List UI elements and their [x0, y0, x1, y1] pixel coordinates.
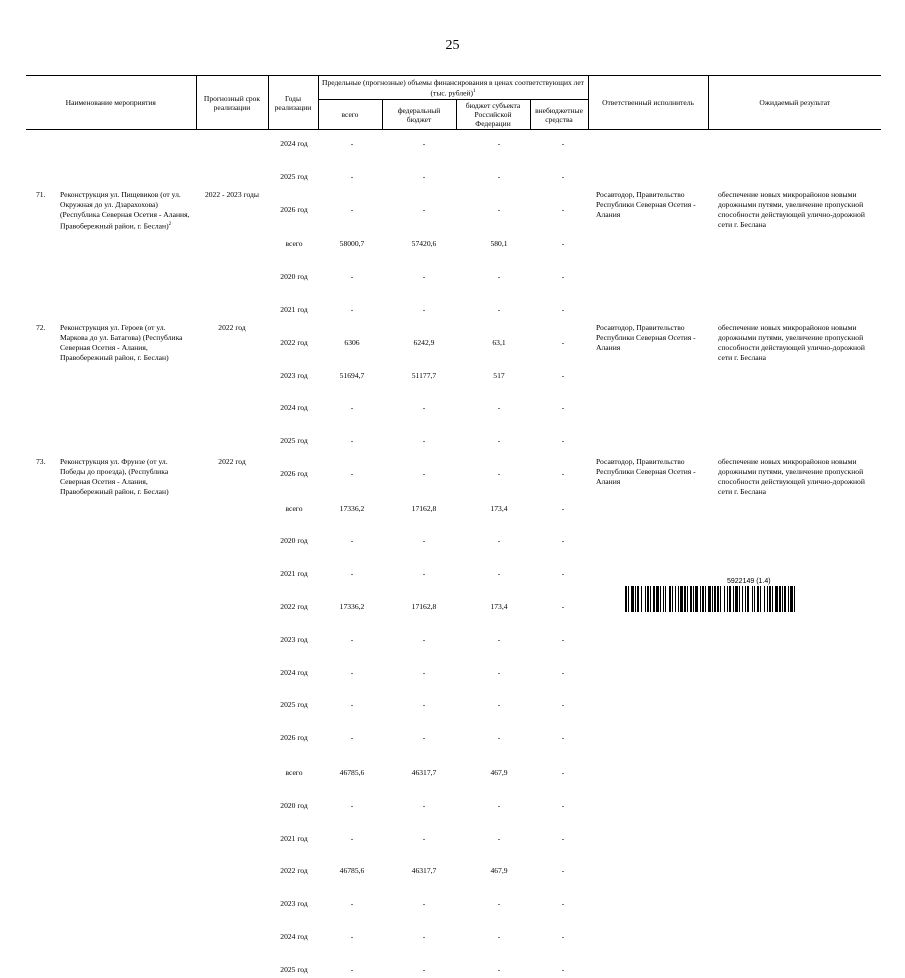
year-cell: 2023 год: [280, 634, 308, 644]
table-row: [26, 400, 881, 416]
offbudget-cell: -: [561, 436, 565, 446]
item-number: 73.: [36, 456, 46, 466]
federal-cell: -: [422, 964, 426, 974]
offbudget-cell: -: [561, 964, 565, 974]
federal-cell: 6242,9: [413, 337, 435, 347]
total-cell: -: [350, 800, 354, 810]
offbudget-cell: -: [561, 569, 565, 579]
federal-cell: -: [422, 931, 426, 941]
barcode: [625, 586, 880, 612]
federal-cell: -: [422, 272, 426, 282]
total-cell: 46785,6: [339, 768, 365, 778]
total-cell: -: [350, 833, 354, 843]
table-row: [26, 136, 881, 152]
year-cell: 2021 год: [280, 569, 308, 579]
federal-cell: -: [422, 833, 426, 843]
table-row: [26, 765, 881, 781]
federal-cell: -: [422, 634, 426, 644]
col-total-header: всего: [318, 100, 382, 130]
col-responsible-header: Ответственный исполнитель: [588, 76, 708, 130]
federal-cell: -: [422, 403, 426, 413]
offbudget-cell: -: [561, 370, 565, 380]
table-row: [26, 896, 881, 912]
table-header: [26, 75, 881, 130]
col-funding-header: Предельные (прогнозные) объемы финансирования в ценах соответствующих лет (тыс. рублей)$^1$: [318, 76, 588, 100]
offbudget-cell: -: [561, 171, 565, 181]
federal-cell: -: [422, 536, 426, 546]
subject-cell: -: [497, 634, 501, 644]
item-term: 2022 год: [218, 323, 246, 333]
year-cell: 2020 год: [280, 272, 308, 282]
subject-cell: -: [497, 536, 501, 546]
col-result-header: Ожидаемый результат: [708, 76, 881, 130]
total-cell: 6306: [344, 337, 360, 347]
year-cell: 2024 год: [280, 931, 308, 941]
federal-cell: -: [422, 800, 426, 810]
year-cell: всего: [285, 239, 303, 249]
total-cell: -: [350, 964, 354, 974]
federal-cell: 51177,7: [411, 370, 437, 380]
subject-cell: 173,4: [490, 602, 508, 612]
year-cell: 2022 год: [280, 337, 308, 347]
subject-cell: 580,1: [490, 239, 508, 249]
page-number: 25: [445, 38, 460, 53]
federal-cell: 46317,7: [411, 866, 437, 876]
subject-cell: -: [497, 667, 501, 677]
year-cell: 2025 год: [280, 171, 308, 181]
item-name: Реконструкция ул. Героев (от ул. Маркова до ул. Батагова) (Республика Северная Осетия - Алания, Правобережный район, г. Беслан): [60, 323, 183, 363]
subject-cell: -: [497, 569, 501, 579]
table-row: [26, 697, 881, 713]
federal-cell: -: [422, 667, 426, 677]
year-cell: 2023 год: [280, 899, 308, 909]
year-cell: 2022 год: [280, 866, 308, 876]
offbudget-cell: -: [561, 403, 565, 413]
federal-cell: -: [422, 468, 426, 478]
total-cell: 46785,6: [339, 866, 365, 876]
table-row: [26, 368, 881, 384]
federal-cell: -: [422, 700, 426, 710]
table-row: [26, 863, 881, 879]
total-cell: -: [350, 436, 354, 446]
table-row: [26, 433, 881, 449]
footnote-mark: 2: [168, 222, 172, 228]
table-row: [26, 533, 881, 549]
year-cell: 2021 год: [280, 833, 308, 843]
year-cell: 2024 год: [280, 139, 308, 148]
offbudget-cell: -: [561, 139, 565, 148]
offbudget-cell: -: [561, 700, 565, 710]
col-subject-header: бюджет субъекта Российской Федерации: [456, 100, 530, 130]
item-responsible: Росавтодор, Правительство Республики Северная Осетия - Алания: [596, 323, 696, 353]
total-cell: -: [350, 931, 354, 941]
total-cell: -: [350, 899, 354, 909]
subject-cell: -: [497, 403, 501, 413]
federal-cell: -: [422, 139, 426, 148]
table-row: [26, 962, 881, 978]
table-row: [26, 665, 881, 681]
table-row: [26, 798, 881, 814]
subject-cell: -: [497, 204, 501, 214]
year-cell: 2021 год: [280, 304, 308, 314]
subject-cell: -: [497, 436, 501, 446]
col-name-header: Наименование мероприятия: [26, 76, 196, 130]
total-cell: -: [350, 468, 354, 478]
total-cell: -: [350, 634, 354, 644]
item-term: 2022 - 2023 годы: [204, 190, 260, 200]
total-cell: -: [350, 403, 354, 413]
col-federal-header: федеральный бюджет: [382, 100, 456, 130]
subject-cell: -: [497, 733, 501, 743]
federal-cell: -: [422, 899, 426, 909]
item-responsible: Росавтодор, Правительство Республики Северная Осетия - Алания: [596, 190, 696, 220]
total-cell: -: [350, 700, 354, 710]
year-cell: 2025 год: [280, 436, 308, 446]
item-term: 2022 год: [218, 456, 246, 466]
total-cell: 58000,7: [339, 239, 365, 249]
item-name: Реконструкция ул. Фрунзе (от ул. Победы до проезда), (Республика Северная Осетия - Алания, Правобережный район, г. Беслан): [60, 456, 169, 496]
item-responsible: Росавтодор, Правительство Республики Северная Осетия - Алания: [596, 456, 696, 486]
subject-cell: -: [497, 964, 501, 974]
table-row: [26, 169, 881, 185]
federal-cell: -: [422, 569, 426, 579]
subject-cell: 63,1: [492, 337, 506, 347]
subject-cell: -: [497, 931, 501, 941]
total-cell: -: [350, 304, 354, 314]
year-cell: 2026 год: [280, 204, 308, 214]
year-cell: 2025 год: [280, 964, 308, 974]
total-cell: -: [350, 204, 354, 214]
year-cell: 2023 год: [280, 370, 308, 380]
offbudget-cell: -: [561, 272, 565, 282]
year-cell: всего: [285, 503, 303, 513]
table-row: [26, 831, 881, 847]
offbudget-cell: -: [561, 602, 565, 612]
year-cell: 2024 год: [280, 667, 308, 677]
item-result: обеспечение новых микрорайонов новыми дорожными путями, увеличение пропускной способности действующей улично-дорожной сети г. Беслана: [718, 456, 865, 496]
table-row: [26, 929, 881, 945]
col-years-header: Годы реализации: [268, 76, 318, 130]
offbudget-cell: -: [561, 536, 565, 546]
total-cell: -: [350, 569, 354, 579]
table-row: [26, 501, 881, 517]
year-cell: 2022 год: [280, 602, 308, 612]
federal-cell: -: [422, 204, 426, 214]
year-cell: 2026 год: [280, 733, 308, 743]
subject-cell: 467,9: [490, 866, 508, 876]
item-result: обеспечение новых микрорайонов новыми дорожными путями, увеличение пропускной способности действующей улично-дорожной сети г. Беслана: [718, 323, 865, 363]
subject-cell: -: [497, 304, 501, 314]
offbudget-cell: -: [561, 733, 565, 743]
item-number: 72.: [36, 323, 46, 333]
subject-cell: -: [497, 272, 501, 282]
offbudget-cell: -: [561, 503, 565, 513]
federal-cell: -: [422, 171, 426, 181]
federal-cell: 17162,8: [411, 602, 437, 612]
table-row: [26, 269, 881, 285]
subject-cell: -: [497, 700, 501, 710]
offbudget-cell: -: [561, 337, 565, 347]
subject-cell: 467,9: [490, 768, 508, 778]
year-cell: 2020 год: [280, 800, 308, 810]
offbudget-cell: -: [561, 634, 565, 644]
total-cell: -: [350, 139, 354, 148]
funding-footnote: 1: [472, 88, 476, 94]
total-cell: 17336,2: [339, 503, 365, 513]
offbudget-cell: -: [561, 239, 565, 249]
federal-cell: -: [422, 436, 426, 446]
federal-cell: 17162,8: [411, 503, 437, 513]
subject-cell: -: [497, 171, 501, 181]
offbudget-cell: -: [561, 304, 565, 314]
total-cell: -: [350, 733, 354, 743]
offbudget-cell: -: [561, 833, 565, 843]
table-row: [26, 302, 881, 318]
year-cell: всего: [285, 768, 303, 778]
subject-cell: 517: [493, 370, 505, 380]
year-cell: 2020 год: [280, 536, 308, 546]
year-cell: 2026 год: [280, 468, 308, 478]
total-cell: 17336,2: [339, 602, 365, 612]
total-cell: -: [350, 272, 354, 282]
total-cell: -: [350, 667, 354, 677]
total-cell: -: [350, 536, 354, 546]
federal-cell: -: [422, 733, 426, 743]
offbudget-cell: -: [561, 866, 565, 876]
item-name: Реконструкция ул. Пищевиков (от ул. Окружная до ул. Дзарахохова) (Республика Северная Осетия - Алания, Правобережный район, г. Беслан)$^2$: [60, 190, 190, 231]
col-offbudget-header: внебюджетные средства: [530, 100, 588, 130]
offbudget-cell: -: [561, 768, 565, 778]
item-number: 71.: [36, 190, 46, 200]
table-row: [26, 730, 881, 746]
offbudget-cell: -: [561, 899, 565, 909]
col-term-header: Прогнозный срок реализации: [196, 76, 268, 130]
table-row: [26, 632, 881, 648]
item-result: обеспечение новых микрорайонов новыми дорожными путями, увеличение пропускной способности действующей улично-дорожной сети г. Беслана: [718, 190, 865, 230]
subject-cell: -: [497, 800, 501, 810]
federal-cell: 57420,6: [411, 239, 437, 249]
barcode-number: 5922149 (1.4): [727, 578, 771, 585]
subject-cell: -: [497, 899, 501, 909]
offbudget-cell: -: [561, 800, 565, 810]
total-cell: -: [350, 171, 354, 181]
federal-cell: 46317,7: [411, 768, 437, 778]
subject-cell: -: [497, 468, 501, 478]
subject-cell: -: [497, 833, 501, 843]
table-row: [26, 236, 881, 252]
federal-cell: -: [422, 304, 426, 314]
year-cell: 2025 год: [280, 700, 308, 710]
offbudget-cell: -: [561, 204, 565, 214]
offbudget-cell: -: [561, 468, 565, 478]
subject-cell: 173,4: [490, 503, 508, 513]
total-cell: 51694,7: [339, 370, 365, 380]
year-cell: 2024 год: [280, 403, 308, 413]
subject-cell: -: [497, 139, 501, 148]
offbudget-cell: -: [561, 931, 565, 941]
offbudget-cell: -: [561, 667, 565, 677]
